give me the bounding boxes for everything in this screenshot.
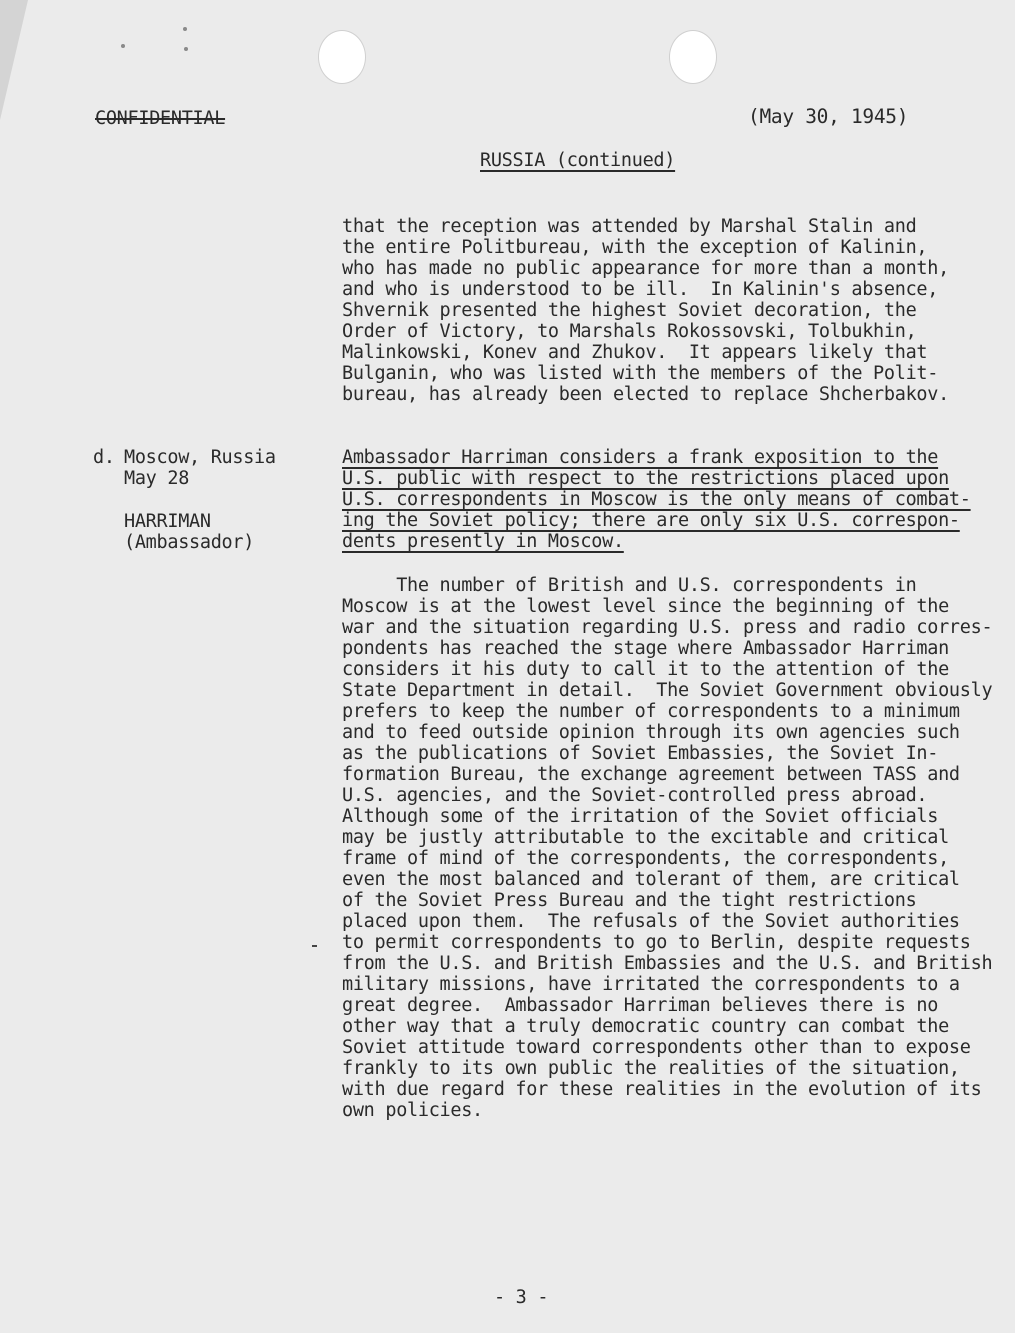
body-line: and to feed outside opinion through its own agencies such	[342, 722, 960, 743]
item-place: Moscow, Russia	[124, 447, 276, 468]
summary-line: ing the Soviet policy; there are only six U.S. correspon-	[342, 510, 960, 531]
body-line: U.S. agencies, and the Soviet-controlled press abroad.	[342, 785, 928, 806]
text-line: Malinkowski, Konev and Zhukov. It appears likely that	[342, 342, 928, 363]
body-line: Moscow is at the lowest level since the beginning of the	[342, 596, 949, 617]
body-line: as the publications of Soviet Embassies, the Soviet In-	[342, 743, 939, 764]
body-line: own policies.	[342, 1100, 483, 1121]
body-line: frame of mind of the correspondents, the correspondents,	[342, 848, 949, 869]
body-line: prefers to keep the number of correspondents to a minimum	[342, 701, 960, 722]
body-line: formation Bureau, the exchange agreement between TASS and	[342, 764, 960, 785]
body-line: from the U.S. and British Embassies and the U.S. and British	[342, 953, 993, 974]
text-line: bureau, has already been elected to replace Shcherbakov.	[342, 384, 949, 405]
text-line: that the reception was attended by Marshal Stalin and	[342, 216, 917, 237]
body-line: military missions, have irritated the correspondents to a	[342, 974, 960, 995]
text-line: Bulganin, who was listed with the members of the Polit-	[342, 363, 939, 384]
margin-mark	[312, 945, 317, 947]
body-line: The number of British and U.S. correspondents in	[342, 575, 917, 596]
summary-line: Ambassador Harriman considers a frank exposition to the	[342, 447, 939, 468]
item-date: May 28	[124, 468, 190, 489]
body-line: even the most balanced and tolerant of them, are critical	[342, 869, 960, 890]
body-line: other way that a truly democratic country can combat the	[342, 1016, 949, 1037]
page-number: - 3 -	[494, 1287, 549, 1308]
text-line: who has made no public appearance for more than a month,	[342, 258, 949, 279]
classification-mark: CONFIDENTIAL	[95, 108, 226, 129]
document-date: (May 30, 1945)	[748, 105, 909, 128]
body-line: with due regard for these realities in the evolution of its	[342, 1079, 982, 1100]
body-line: Although some of the irritation of the Soviet officials	[342, 806, 939, 827]
body-line: great degree. Ambassador Harriman believes there is no	[342, 995, 939, 1016]
text-line: Shvernik presented the highest Soviet decoration, the	[342, 300, 917, 321]
body-line: of the Soviet Press Bureau and the tight restrictions	[342, 890, 917, 911]
speck	[184, 47, 188, 51]
body-line: Soviet attitude toward correspondents other than to expose	[342, 1037, 971, 1058]
punch-hole-right	[669, 30, 717, 84]
text-line: Order of Victory, to Marshals Rokossovski, Tolbukhin,	[342, 321, 917, 342]
summary-line: dents presently in Moscow.	[342, 531, 624, 552]
body-line: State Department in detail. The Soviet Government obviously	[342, 680, 993, 701]
item-source-name: HARRIMAN	[124, 511, 211, 532]
body-line: considers it his duty to call it to the attention of the	[342, 659, 949, 680]
text-line: the entire Politbureau, with the exception of Kalinin,	[342, 237, 928, 258]
body-line: pondents has reached the stage where Ambassador Harriman	[342, 638, 949, 659]
speck	[183, 27, 187, 31]
speck	[121, 44, 125, 48]
body-line: war and the situation regarding U.S. press and radio corres-	[342, 617, 993, 638]
body-line: frankly to its own public the realities of the situation,	[342, 1058, 960, 1079]
body-line: placed upon them. The refusals of the Soviet authorities	[342, 911, 960, 932]
folded-corner	[0, 0, 28, 120]
body-line: may be justly attributable to the excitable and critical	[342, 827, 949, 848]
section-title: RUSSIA (continued)	[480, 150, 676, 171]
item-source-title: (Ambassador)	[124, 532, 255, 553]
body-line: to permit correspondents to go to Berlin, despite requests	[342, 932, 971, 953]
summary-line: U.S. public with respect to the restrictions placed upon	[342, 468, 949, 489]
text-line: and who is understood to be ill. In Kalinin's absence,	[342, 279, 939, 300]
item-letter: d.	[93, 447, 115, 468]
punch-hole-left	[318, 30, 366, 84]
summary-line: U.S. correspondents in Moscow is the only means of combat-	[342, 489, 971, 510]
